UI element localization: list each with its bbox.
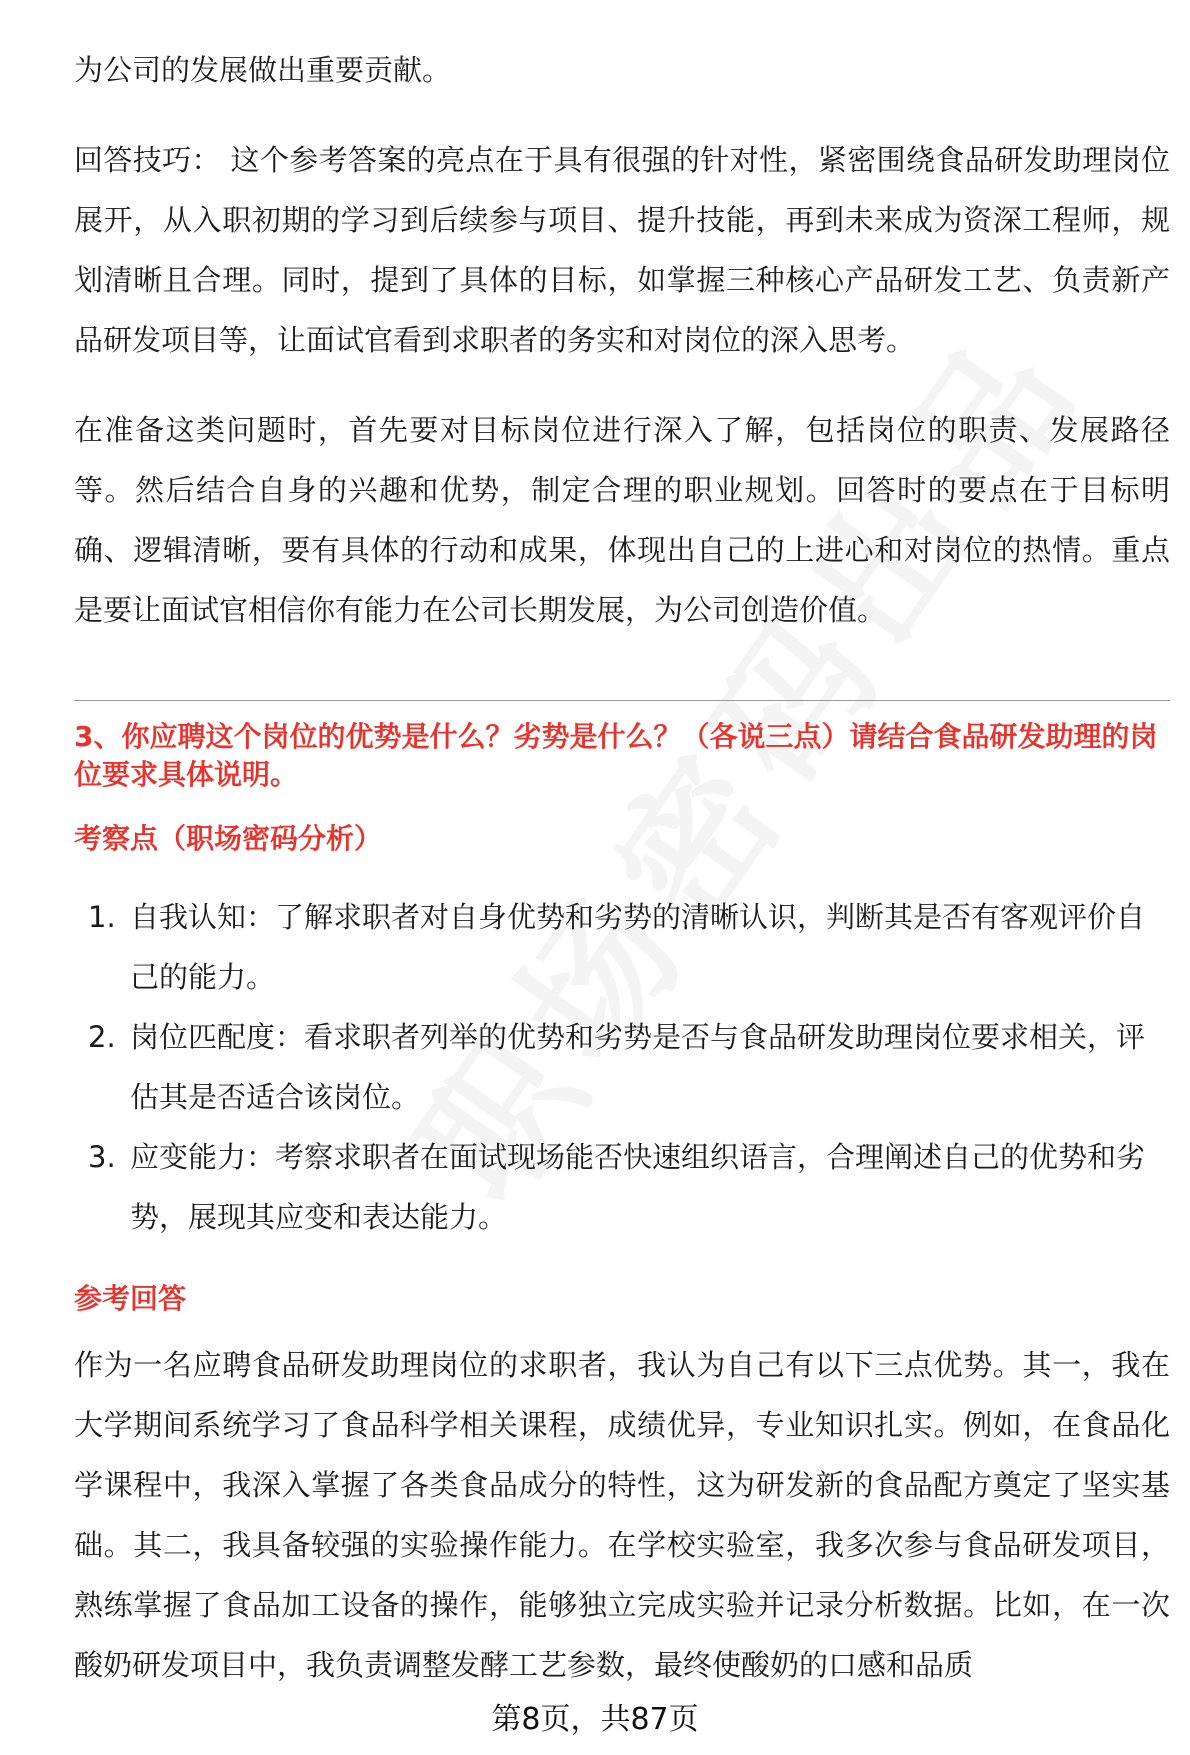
section-divider (74, 700, 1170, 701)
page-number-footer: 第8页，共87页 (491, 1702, 699, 1737)
preparation-paragraph: 在准备这类问题时，首先要对目标岗位进行深入了解，包括岗位的职责、发展路径等。然后结合自身的兴趣和优势，制定合理的职业规划。回答时的要点在于目标明确、逻辑清晰，要有具体的行动和成果，体现出自己的上进心和对岗位的热情。重点是要让面试官相信你有能力在公司长期发展，为公司创造价值。 (74, 413, 1170, 627)
list-item-number: 1. (88, 900, 116, 934)
continuation-paragraph: 为公司的发展做出重要贡献。 (74, 53, 452, 87)
exam-points-list (74, 887, 1170, 1247)
list-item (74, 1007, 1170, 1127)
list-item-text: 岗位匹配度：看求职者列举的优势和劣势是否与食品研发助理岗位要求相关，评估其是否适合该岗位。 (130, 1020, 1146, 1114)
list-item-text: 自我认知：了解求职者对自身优势和劣势的清晰认识，判断其是否有客观评价自己的能力。 (130, 900, 1146, 994)
exam-points-title: 考察点（职场密码分析） (74, 822, 383, 855)
reference-answer-paragraph: 作为一名应聘食品研发助理岗位的求职者，我认为自己有以下三点优势。其一，我在大学期间系统学习了食品科学相关课程，成绩优异，专业知识扎实。例如，在食品化学课程中，我深入掌握了各类食品成分的特性，这为研发新的食品配方奠定了坚实基础。其二，我具备较强的实验操作能力。在学校实验室，我多次参与食品研发项目，熟练掌握了食品加工设备的操作，能够独立完成实验并记录分析数据。比如，在一次酸奶研发项目中，我负责调整发酵工艺参数，最终使酸奶的口感和品质 (74, 1348, 1170, 1682)
reference-answer-title: 参考回答 (74, 1282, 187, 1315)
list-item-text: 应变能力：考察求职者在面试现场能否快速组织语言，合理阐述自己的优势和劣势，展现其应变和表达能力。 (130, 1140, 1146, 1234)
list-item (74, 1127, 1170, 1247)
list-item (74, 887, 1170, 1007)
list-item-number: 3. (88, 1140, 116, 1174)
answer-tips-paragraph: 回答技巧： 这个参考答案的亮点在于具有很强的针对性，紧密围绕食品研发助理岗位展开，从入职初期的学习到后续参与项目、提升技能，再到未来成为资深工程师，规划清晰且合理。同时，提到了具体的目标，如掌握三种核心产品研发工艺、负责新产品研发项目等，让面试官看到求职者的务实和对岗位的深入思考。 (74, 143, 1170, 357)
question-heading: 3、你应聘这个岗位的优势是什么？劣势是什么？（各说三点）请结合食品研发助理的岗位要求具体说明。 (74, 720, 1158, 791)
list-item-number: 2. (88, 1020, 116, 1054)
